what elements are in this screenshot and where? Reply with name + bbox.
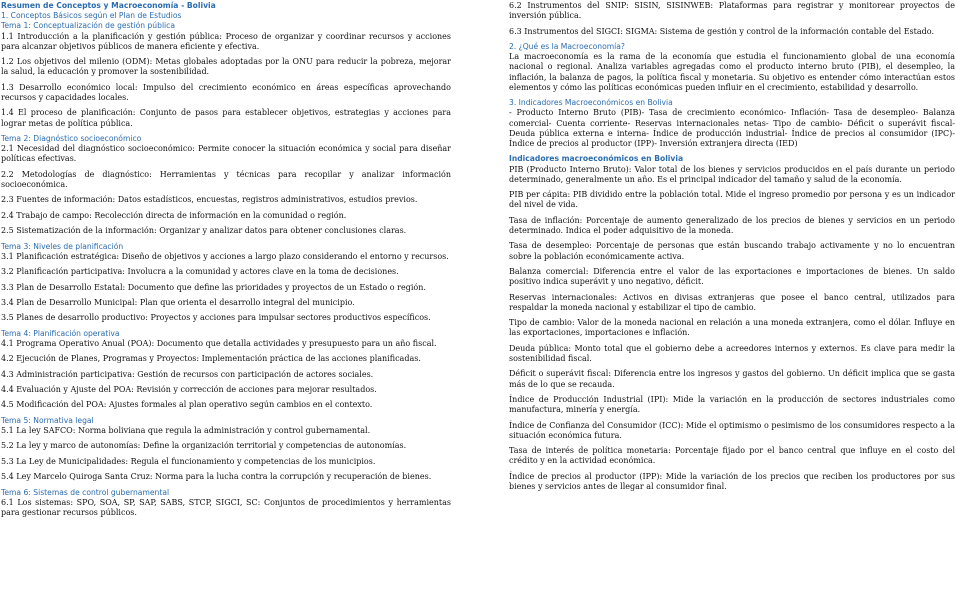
section-3-heading: 3. Indicadores Macroeconómicos en Bolivia — [509, 98, 673, 108]
indicador-tipo-cambio: Tipo de cambio: Valor de la moneda nacional en relación a una moneda extranjera, como el dólar. Influye en las exportaciones, importaciones e inflación. — [509, 318, 955, 338]
tema-5-item-4: 5.4 Ley Marcelo Quiroga Santa Cruz: Norma para la lucha contra la corrupción y recuperación de bienes. — [1, 472, 432, 482]
indicador-ipp: Índice de precios al productor (IPP): Mide la variación de los precios que reciben los productores por sus bienes y servicios antes de llegar al consumidor final. — [509, 471, 955, 491]
item-6-3: 6.3 Instrumentos del SIGCI: SIGMA: Sistema de gestión y control de la información contable del Estado. — [509, 26, 934, 36]
right-column — [509, 1, 955, 492]
section-2-text: La macroeconomía es la rama de la economía que estudia el funcionamiento global de una economía nacional o regional. Analiza variables agregadas como el producto interno bruto (PIB), el desempleo, la inflación, la balanza de pagos, la política fiscal y monetaria. Su objetivo es entender cómo interactúan estos elementos y cómo las políticas económicas pueden influir en el crecimiento, estabilidad y desarrollo. — [509, 52, 955, 92]
tema-5-item-3: 5.3 La Ley de Municipalidades: Regula el funcionamiento y competencias de los municipios. — [1, 456, 376, 466]
section-1-heading: 1. Conceptos Básicos según el Plan de Estudios — [1, 11, 182, 21]
section-2-heading: 2. ¿Qué es la Macroeconomía? — [509, 41, 625, 51]
tema-5-heading: Tema 5: Normativa legal — [1, 415, 94, 425]
indicador-pib-per-capita: PIB per cápita: PIB dividido entre la población total. Mide el ingreso promedio por persona y es un indicador del nivel de vida. — [509, 190, 955, 210]
indicador-deficit-fiscal: Déficit o superávit fiscal: Diferencia entre los ingresos y gastos del gobierno. Un déficit implica que se gasta más de lo que se recauda. — [509, 369, 955, 389]
tema-2-item-2: 2.2 Metodologías de diagnóstico: Herramientas y técnicas para recopilar y analizar información socioeconómica. — [1, 169, 451, 189]
indicador-pib: PIB (Producto Interno Bruto): Valor total de los bienes y servicios producidos en el país durante un periodo determinado, generalmente un año. Es el principal indicador del tamaño y salud de la economía. — [509, 164, 955, 184]
section-3-text: - Producto Interno Bruto (PIB)- Tasa de crecimiento económico- Inflación- Tasa de desempleo- Balanza comercial- Cuenta corriente- Reservas internacionales netas- Tipo de cambio- Déficit o superávit fiscal- Deuda pública externa e interna- Índice de producción industrial- Índice de precios al consumidor (IPC)- Índice de precios al productor (IPP)- Inversión extranjera directa (IED) — [509, 108, 955, 148]
tema-5-item-1: 5.1 La ley SAFCO: Norma boliviana que regula la administración y control gubernamental. — [1, 426, 371, 436]
indicador-reservas: Reservas internacionales: Activos en divisas extranjeras que posee el banco central, utilizados para respaldar la moneda nacional y estabilizar el tipo de cambio. — [509, 292, 955, 312]
indicadores-heading: Indicadores macroeconómicos en Bolivia — [509, 154, 684, 164]
tema-3-item-2: 3.2 Planificación participativa: Involucra a la comunidad y actores clave en la toma de decisiones. — [1, 267, 399, 277]
left-column — [1, 1, 451, 518]
tema-4-heading: Tema 4: Planificación operativa — [1, 328, 120, 338]
tema-4-item-5: 4.5 Modificación del POA: Ajustes formales al plan operativo según cambios en el contexto. — [1, 400, 373, 410]
tema-1-heading: Tema 1: Conceptualización de gestión pública — [1, 21, 175, 31]
indicador-icc: Índice de Confianza del Consumidor (ICC): Mide el optimismo o pesimismo de los consumidores respecto a la situación económica futura. — [509, 420, 955, 440]
tema-6-item-1: 6.1 Los sistemas: SPO, SOA, SP, SAP, SABS, STCP, SIGCI, SC: Conjuntos de procedimientos y herramientas para gestionar recursos públicos. — [1, 497, 451, 518]
tema-2-heading: Tema 2: Diagnóstico socioeconómico — [1, 133, 142, 143]
tema-5-item-2: 5.2 La ley y marco de autonomías: Define la organización territorial y competencias de autonomías. — [1, 441, 407, 451]
tema-2-item-5: 2.5 Sistematización de la información: Organizar y analizar datos para obtener conclusiones claras. — [1, 226, 407, 236]
indicador-desempleo: Tasa de desempleo: Porcentaje de personas que están buscando trabajo activamente y no lo encuentran sobre la población económicamente activa. — [509, 241, 955, 261]
tema-4-item-2: 4.2 Ejecución de Planes, Programas y Proyectos: Implementación práctica de las acciones planificadas. — [1, 354, 421, 364]
tema-1-item-1: 1.1 Introducción a la planificación y gestión pública: Proceso de organizar y coordinar recursos y acciones para alcanzar objetivos públicos de manera eficiente y efectiva. — [1, 31, 451, 51]
indicador-tasa-interes: Tasa de interés de política monetaria: Porcentaje fijado por el banco central que influye en el costo del crédito y en la actividad económica. — [509, 446, 955, 466]
indicador-deuda-publica: Deuda pública: Monto total que el gobierno debe a acreedores internos y externos. Es clave para medir la sostenibilidad fiscal. — [509, 343, 955, 363]
indicador-inflacion: Tasa de inflación: Porcentaje de aumento generalizado de los precios de bienes y servicios en un periodo determinado. Indica el poder adquisitivo de la moneda. — [509, 215, 955, 235]
tema-4-item-4: 4.4 Evaluación y Ajuste del POA: Revisión y corrección de acciones para mejorar resultados. — [1, 385, 377, 395]
indicador-ipi: Índice de Producción Industrial (IPI): Mide la variación en la producción de sectores industriales como manufactura, minería y energía. — [509, 394, 955, 415]
tema-3-item-3: 3.3 Plan de Desarrollo Estatal: Documento que define las prioridades y proyectos de un Estado o región. — [1, 282, 426, 292]
tema-1-item-4: 1.4 El proceso de planificación: Conjunto de pasos para establecer objetivos, estrategias y acciones para lograr metas de política pública. — [1, 108, 451, 128]
tema-4-item-3: 4.3 Administración participativa: Gestión de recursos con participación de actores sociales. — [1, 369, 374, 379]
tema-1-item-2: 1.2 Los objetivos del milenio (ODM): Metas globales adoptadas por la ONU para reducir la pobreza, mejorar la salud, la educación y promover la sostenibilidad. — [1, 57, 451, 77]
tema-3-item-1: 3.1 Planificación estratégica: Diseño de objetivos y acciones a largo plazo considerando el entorno y recursos. — [1, 251, 449, 261]
tema-2-item-1: 2.1 Necesidad del diagnóstico socioeconómico: Permite conocer la situación económica y social para diseñar políticas efectivas. — [1, 144, 451, 164]
tema-3-heading: Tema 3: Niveles de planificación — [1, 241, 124, 251]
tema-2-item-3: 2.3 Fuentes de información: Datos estadísticos, encuestas, registros administrativos, estudios previos. — [1, 195, 418, 205]
tema-3-item-4: 3.4 Plan de Desarrollo Municipal: Plan que orienta el desarrollo integral del municipio. — [1, 297, 355, 307]
tema-4-item-1: 4.1 Programa Operativo Anual (POA): Documento que detalla actividades y presupuesto para un año fiscal. — [1, 338, 437, 348]
document-title: Resumen de Conceptos y Macroeconomía - Bolivia — [1, 1, 216, 10]
tema-1-item-3: 1.3 Desarrollo económico local: Impulso del crecimiento económico en áreas específicas aprovechando recursos y capacidades locales. — [1, 82, 451, 102]
item-6-2: 6.2 Instrumentos del SNIP: SISIN, SISINWEB: Plataformas para registrar y monitorear proyectos de inversión pública. — [509, 1, 955, 21]
tema-2-item-4: 2.4 Trabajo de campo: Recolección directa de información en la comunidad o región. — [1, 210, 347, 220]
indicador-balanza-comercial: Balanza comercial: Diferencia entre el valor de las exportaciones e importaciones de bienes. Un saldo positivo indica superávit y uno negativo, déficit. — [509, 266, 955, 287]
tema-3-item-5: 3.5 Planes de desarrollo productivo: Proyectos y acciones para impulsar sectores productivos específicos. — [1, 313, 431, 323]
tema-6-heading: Tema 6: Sistemas de control gubernamental — [1, 487, 170, 497]
